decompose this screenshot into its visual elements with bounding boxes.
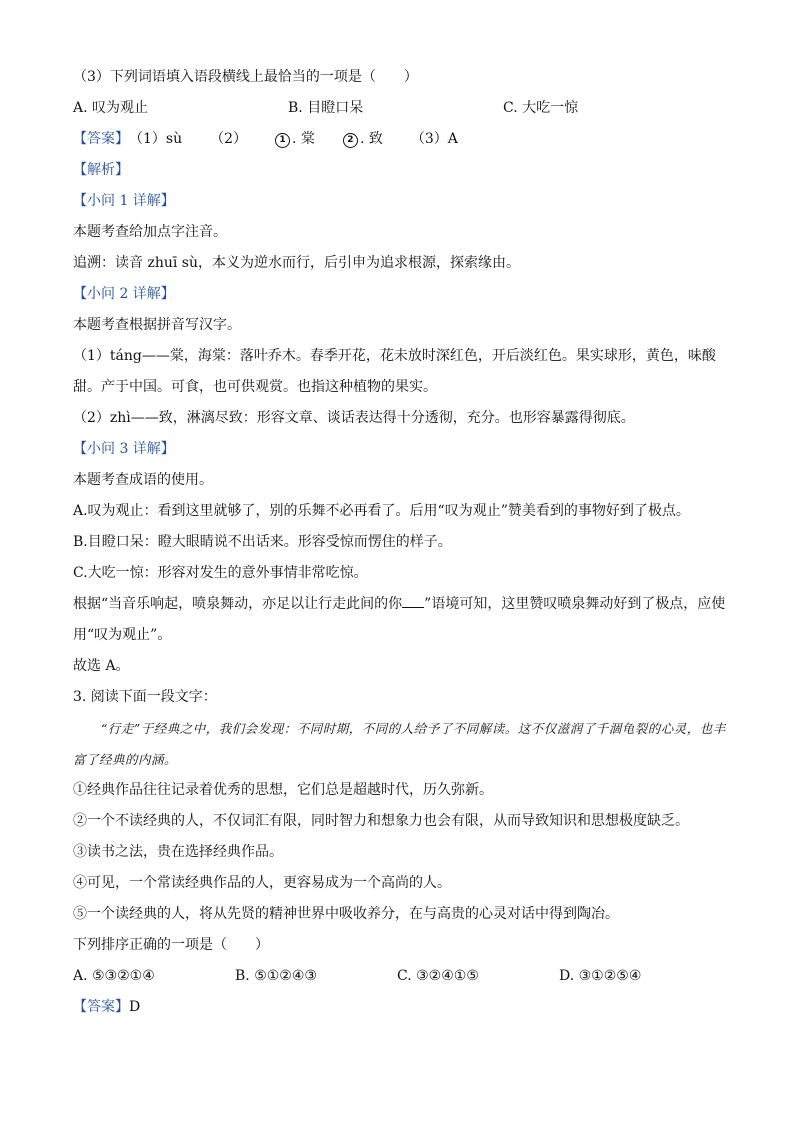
q3-options [73, 961, 733, 992]
answer-part-2: （2） [210, 131, 248, 147]
blank-line [402, 595, 424, 608]
sentence-4: ④可见，一个常读经典作品的人，更容易成为一个高尚的人。 [73, 875, 451, 891]
sub2-line-2: （1）táng——棠，海棠：落叶乔木。春季开花，花未放时深红色，开后淡红色。果实球形，黄色，味酸甜。产于中国。可食，也可供观赏。也指这种植物的果实。 [73, 348, 716, 395]
q3-answer-label: 【答案】 [73, 999, 129, 1015]
answer-label: 【答案】 [73, 131, 129, 147]
sub3-line-1: 本题考查成语的使用。 [73, 472, 213, 488]
sentence-5: ⑤一个读经典的人，将从先贤的精神世界中吸收养分，在与高贵的心灵对话中得到陶冶。 [73, 906, 619, 922]
sub1-line-2: 追溯：读音 zhuī sù，本义为逆水而行，后引申为追求根源，探索缘由。 [73, 255, 520, 271]
sub3-line-4: C.大吃一惊：形容对发生的意外事情非常吃惊。 [73, 565, 368, 581]
answer-circled-1 [275, 124, 315, 155]
q3-answer [73, 992, 733, 1023]
sentence-1: ①经典作品往往记录着优秀的思想，它们总是超越时代，历久弥新。 [73, 782, 493, 798]
sub1-line-1: 本题考查给加点字注音。 [73, 224, 227, 240]
sub2-line-1: 本题考查根据拼音写汉字。 [73, 317, 241, 333]
answer-char-2: . 致 [359, 131, 383, 147]
answer-part-3: （3）A [410, 131, 458, 147]
sub2-title: 【小问 2 详解】 [73, 286, 175, 302]
q3-title: 3. 阅读下面一段文字： [73, 689, 217, 705]
sentence-2: ②一个不读经典的人，不仅词汇有限，同时智力和想象力也会有限，从而导致知识和思想极度缺乏。 [73, 813, 689, 829]
answer-part-1: （1）sù [129, 131, 183, 147]
context-paragraph [73, 589, 733, 651]
document-page [73, 62, 733, 1023]
circled-number-1: 1 [275, 133, 290, 148]
analysis-label: 【解析】 [73, 162, 129, 178]
context-part-b: ”语境可知，这里赞叹喷泉舞动好到了极点，应使用“叹为观止”。 [73, 596, 726, 643]
sub3-line-3: B.目瞪口呆：瞪大眼睛说不出话来。形容受惊而愣住的样子。 [73, 534, 452, 550]
sub3-line-2: A.叹为观止：看到这里就够了，别的乐舞不必再看了。后用“叹为观止”赞美看到的事物好到了极点。 [73, 503, 690, 519]
sub1-title: 【小问 1 详解】 [73, 193, 175, 209]
sub3-title: 【小问 3 详解】 [73, 441, 175, 457]
q3-sub-stem: （3）下列词语填入语段横线上最恰当的一项是（ ） [73, 69, 418, 85]
answer-char-1: . 棠 [292, 131, 315, 147]
q3-option-a: A. ⑤③②①④ [73, 968, 155, 984]
q3-passage: “行走”于经典之中，我们会发现：不同时期，不同的人给予了不同解读。这不仅滋润了千涸龟裂的心灵，也丰富了经典的内涵。 [73, 721, 726, 767]
q3-sub-options [73, 93, 733, 124]
circled-number-2: 2 [343, 133, 358, 148]
context-part-a: 根据“当音乐响起，喷泉舞动，亦足以让行走此间的你 [73, 596, 403, 612]
answer-line [73, 124, 733, 155]
option-b: B. 目瞪口呆 [288, 100, 364, 116]
q3-option-b: B. ⑤①②④③ [235, 968, 317, 984]
q3-option-c: C. ③②④①⑤ [397, 968, 479, 984]
q3-option-d: D. ③①②⑤④ [559, 968, 642, 984]
sentence-3: ③读书之法，贵在选择经典作品。 [73, 844, 283, 860]
option-a: A. 叹为观止 [73, 100, 149, 116]
q3-stem: 下列排序正确的一项是（ ） [73, 937, 269, 953]
q3-answer-value: D [129, 999, 141, 1015]
option-c: C. 大吃一惊 [503, 100, 579, 116]
answer-circled-2 [343, 124, 383, 155]
conclusion: 故选 A。 [73, 658, 130, 674]
sub2-line-3: （2）zhì——致，淋漓尽致：形容文章、谈话表达得十分透彻，充分。也形容暴露得彻底。 [73, 410, 635, 426]
